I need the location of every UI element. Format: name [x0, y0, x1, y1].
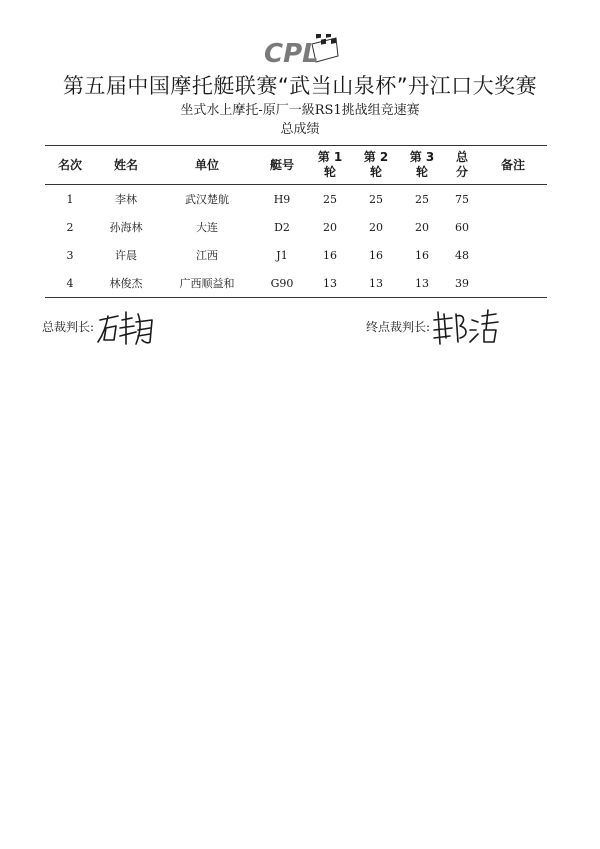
cell-total: 75	[455, 192, 469, 206]
cell-note	[479, 241, 547, 269]
cell-round-1: 25	[323, 192, 337, 206]
cell-total: 60	[455, 220, 469, 234]
header-round-3: 第 3 轮	[409, 150, 435, 179]
section-title: 总成绩	[280, 122, 320, 137]
header-name: 姓名	[113, 157, 138, 172]
cell-rank: 2	[66, 220, 74, 234]
cell-round-3: 25	[415, 192, 429, 206]
header-total: 总 分	[455, 150, 468, 179]
cell-boat: H9	[273, 192, 291, 206]
header-rank: 名次	[57, 157, 82, 172]
cell-round-1: 13	[323, 276, 337, 290]
cell-round-2: 16	[369, 248, 383, 262]
cell-round-2: 13	[369, 276, 383, 290]
cell-note	[479, 185, 547, 214]
cell-total: 39	[455, 276, 469, 290]
cell-note	[479, 269, 547, 298]
event-subtitle: 坐式水上摩托-原厂一級RS1挑战组竞速赛	[180, 103, 420, 118]
header-boat: 艇号	[269, 157, 294, 172]
cell-boat: G90	[270, 276, 294, 290]
finish-referee-label: 终点裁判长:	[366, 320, 431, 334]
page-title: 第五届中国摩托艇联赛“武当山泉杯”丹江口大奖赛	[62, 74, 538, 98]
header-note: 备注	[500, 157, 525, 172]
cell-name: 李林	[115, 193, 137, 206]
cell-note	[479, 213, 547, 241]
cell-rank: 1	[66, 192, 74, 206]
table-row	[45, 269, 547, 298]
cell-unit: 江西	[196, 249, 218, 262]
cpl-logo	[262, 34, 340, 70]
table-row	[45, 185, 547, 214]
table-header-row	[45, 146, 547, 185]
table-row	[45, 241, 547, 269]
results-table	[45, 145, 547, 298]
cell-round-3: 16	[415, 248, 429, 262]
logo-text: CPL	[264, 39, 319, 69]
cell-name: 许晨	[115, 249, 137, 262]
header-unit: 单位	[194, 157, 219, 172]
cell-boat: D2	[274, 220, 290, 234]
cell-unit: 广西顺益和	[179, 277, 235, 290]
cell-name: 孙海林	[109, 221, 143, 234]
cell-round-2: 20	[369, 220, 383, 234]
cell-name: 林俊杰	[109, 277, 143, 290]
cell-rank: 3	[66, 248, 74, 262]
cell-round-1: 20	[323, 220, 337, 234]
chief-referee-signature	[96, 306, 156, 346]
cell-round-3: 20	[415, 220, 429, 234]
header-round-2: 第 2 轮	[363, 150, 389, 179]
table-row	[45, 213, 547, 241]
header-round-1: 第 1 轮	[317, 150, 343, 179]
cell-round-2: 25	[369, 192, 383, 206]
finish-referee-signature	[430, 308, 502, 346]
cell-round-1: 16	[323, 248, 337, 262]
cell-rank: 4	[66, 276, 74, 290]
cell-unit: 武汉楚航	[185, 193, 229, 206]
cell-round-3: 13	[415, 276, 429, 290]
chief-referee-label: 总裁判长:	[42, 320, 95, 334]
cell-unit: 大连	[196, 221, 218, 234]
cell-boat: J1	[276, 248, 288, 262]
cell-total: 48	[455, 248, 469, 262]
